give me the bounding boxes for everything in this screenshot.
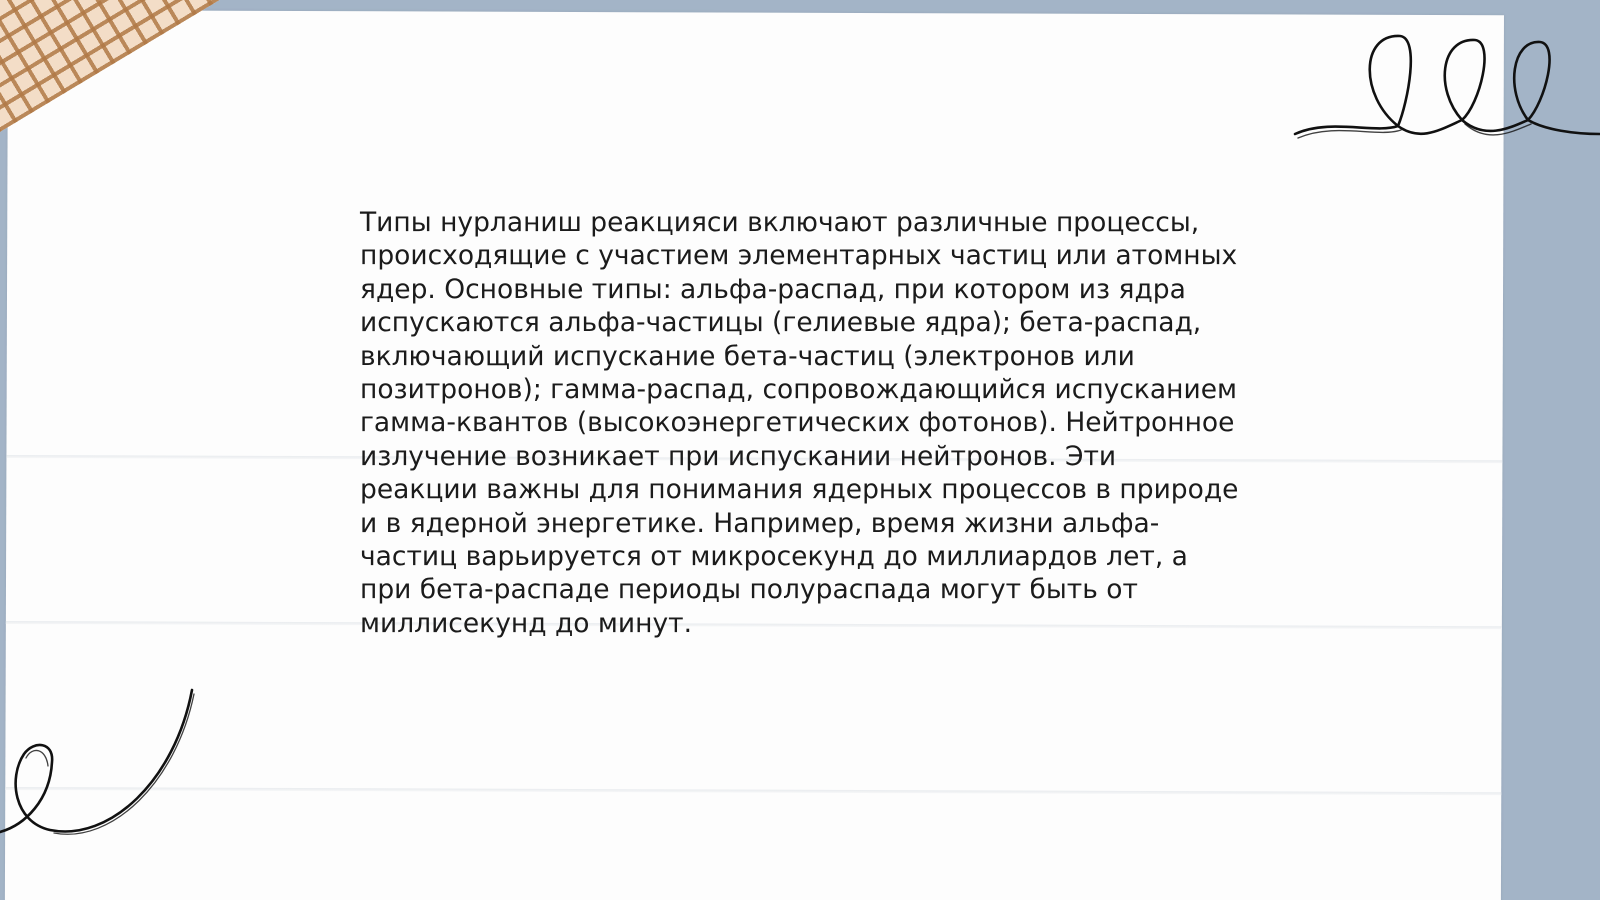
paper-fold-line — [5, 787, 1501, 795]
loop-doodle-icon — [1290, 30, 1600, 170]
body-paragraph: Типы нурланиш реакцияси включают различные процессы, происходящие с участием элементарных частиц или атомных ядер. Основные типы: альфа-распад, при котором из ядра испускаются альфа-частицы (гелиевые ядра); бета-распад, включающий испускание бета-частиц (электронов или позитронов); гамма-распад, сопровождающийся испусканием гамма-квантов (высокоэнергетических фотонов). Нейтронное излучение возникает при испускании нейтронов. Эти реакции важны для понимания ядерных процессов в природе и в ядерной энергетике. Например, время жизни альфа-частиц варьируется от микросекунд до миллиардов лет, а при бета-распаде периоды полураспада могут быть от миллисекунд до минут. — [360, 207, 1239, 639]
swirl-doodle-icon — [0, 690, 200, 850]
